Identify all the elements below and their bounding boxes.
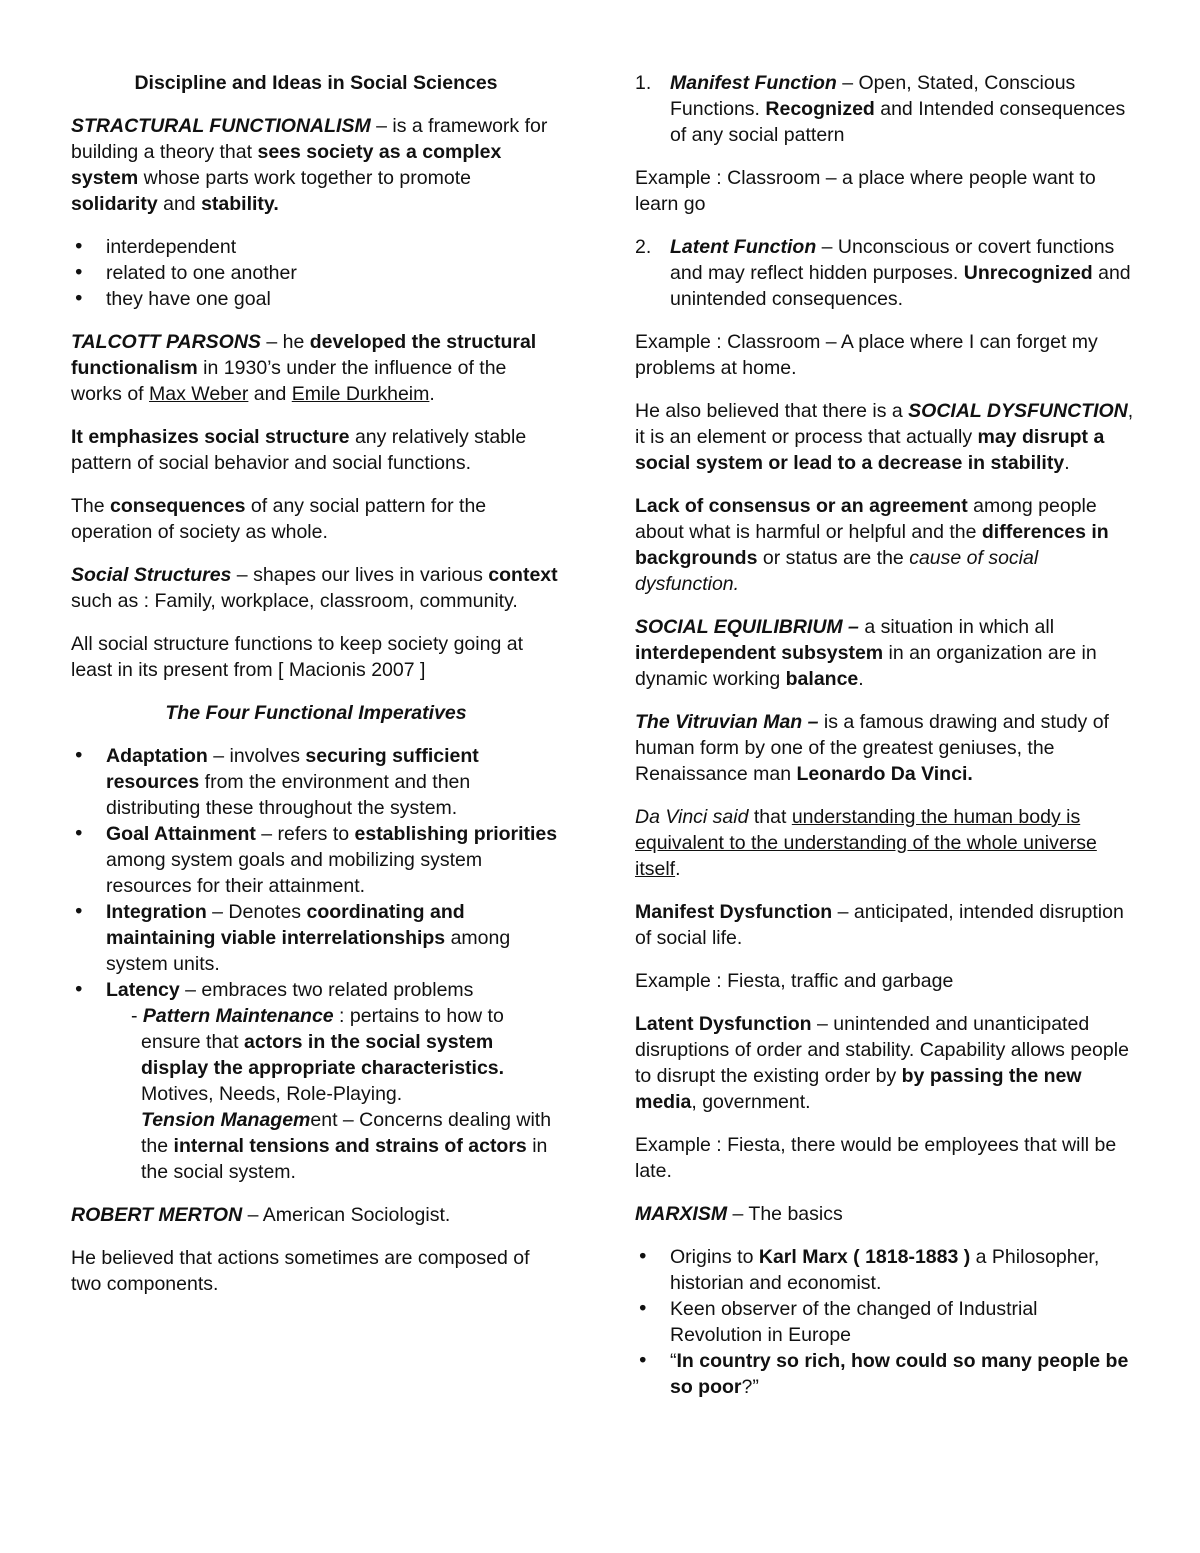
text: The xyxy=(71,495,111,517)
text: is a famous drawing and study of human form by one of the greatest geniuses, the Renaissance man xyxy=(635,711,1109,785)
macionis-paragraph: All social structure functions to keep society going at least in its present from [ Macionis 2007 ] xyxy=(71,633,523,681)
imperative-integration xyxy=(71,899,561,977)
text: – The basics xyxy=(727,1203,843,1225)
text: – Concerns dealing with the xyxy=(141,1109,552,1157)
emphasis: establishing priorities xyxy=(354,823,558,845)
text: – anticipated, intended disruption of social life. xyxy=(635,901,1124,949)
sf-bullet-list xyxy=(71,234,561,312)
emphasis: Leonardo Da Vinci. xyxy=(796,763,973,785)
list-number: 1. xyxy=(635,72,652,94)
emile-durkheim-name: Emile Durkheim xyxy=(291,383,430,405)
text: ent xyxy=(310,1109,338,1131)
text: whose parts work together to promote xyxy=(138,167,471,189)
text: – Denotes xyxy=(206,901,307,923)
text: He also believed that there is a xyxy=(635,400,909,422)
underlined-quote: understanding the human body is equivalent to the understanding of the whole universe itself xyxy=(635,806,1097,880)
tension-management-block xyxy=(106,1107,561,1185)
list-item xyxy=(635,234,1135,312)
heading-text: The Four Functional Imperatives xyxy=(165,702,467,724)
text: in 1930’s under the influence of the works of xyxy=(71,357,507,405)
text: : pertains to how to ensure that xyxy=(141,1005,504,1053)
text: of any social pattern for the operation of society as whole. xyxy=(71,495,487,543)
list-item: • related to one another xyxy=(71,260,561,286)
text: a situation in which all xyxy=(858,616,1055,638)
emphasis: Latent Dysfunction xyxy=(635,1013,812,1035)
text: and xyxy=(248,383,292,405)
text: – he xyxy=(260,331,310,353)
text: , it is an element or process that actually xyxy=(635,400,1134,448)
marxism-term: MARXISM xyxy=(635,1203,728,1225)
emphasis: Latency xyxy=(106,979,180,1001)
emphasis: internal tensions and strains of actors xyxy=(173,1135,527,1157)
pattern-maintenance-block xyxy=(106,1003,561,1107)
text: – unintended and unanticipated disruptions of order and stability. Capability allows people to disrupt the existing order by xyxy=(635,1013,1129,1087)
emphasis: differences in backgrounds xyxy=(635,521,1109,569)
lack-of-consensus-paragraph xyxy=(635,493,1135,597)
parsons-term: TALCOTT PARSONS xyxy=(71,331,261,353)
emphasis: context xyxy=(488,564,558,586)
text: – Open, Stated, Conscious Functions. xyxy=(670,72,1076,120)
text: . xyxy=(429,383,435,405)
vitruvian-man-paragraph xyxy=(635,709,1135,787)
text: or status are the xyxy=(757,547,910,569)
text: such as : Family, workplace, classroom, community. xyxy=(71,590,518,612)
text: – American Sociologist. xyxy=(242,1204,451,1226)
emphasis: balance xyxy=(785,668,859,690)
left-column xyxy=(71,70,561,1314)
emphasis: interdependent subsystem xyxy=(635,642,884,664)
emphasis: securing sufficient resources xyxy=(106,745,479,793)
text: among people about what is harmful or helpful and the xyxy=(635,495,1097,543)
text: ?” xyxy=(741,1376,759,1398)
robert-merton-paragraph xyxy=(71,1202,561,1228)
text: and xyxy=(157,193,202,215)
components-paragraph: He believed that actions sometimes are composed of two components. xyxy=(71,1247,530,1295)
text: , government. xyxy=(691,1091,811,1113)
social-equilibrium-paragraph xyxy=(635,614,1135,692)
emphasis: solidarity xyxy=(71,193,158,215)
list-item xyxy=(635,70,1135,148)
manifest-function-list xyxy=(635,70,1135,148)
max-weber-name: Max Weber xyxy=(149,383,249,405)
tension-management-term: Tension Managem xyxy=(141,1109,311,1131)
document-title: Discipline and Ideas in Social Sciences xyxy=(134,72,498,94)
consequences-paragraph xyxy=(71,493,561,545)
imperatives-list xyxy=(71,743,561,1185)
emphasis: by passing the new media xyxy=(635,1065,1082,1113)
social-structure-paragraph xyxy=(71,424,561,476)
text: Motives, Needs, Role-Playing. xyxy=(141,1083,403,1105)
structural-functionalism-paragraph xyxy=(71,113,561,217)
emphasis: Adaptation xyxy=(106,745,208,767)
emphasis: Goal Attainment xyxy=(106,823,256,845)
italic-text: cause of social dysfunction. xyxy=(635,547,1039,595)
social-structures-term: Social Structures xyxy=(71,564,232,586)
emphasis: sees society as a complex system xyxy=(71,141,502,189)
text: – embraces two related problems xyxy=(179,979,474,1001)
imperative-goal-attainment xyxy=(71,821,561,899)
manifest-dysfunction-paragraph xyxy=(635,899,1135,951)
list-item xyxy=(635,1244,1135,1296)
text: – shapes our lives in various xyxy=(231,564,489,586)
emphasis: In country so rich, how could so many people be so poor xyxy=(670,1350,1129,1398)
emphasis: coordinating and maintaining viable interrelationships xyxy=(106,901,465,949)
text: – involves xyxy=(207,745,306,767)
text: from the environment and then distributing these throughout the system. xyxy=(106,771,471,819)
social-dysfunction-term: SOCIAL DYSFUNCTION xyxy=(908,400,1128,422)
marxism-list xyxy=(635,1244,1135,1400)
social-equilibrium-term: SOCIAL EQUILIBRIUM – xyxy=(635,616,859,638)
manifest-function-term: Manifest Function xyxy=(670,72,837,94)
merton-term: ROBERT MERTON xyxy=(71,1204,243,1226)
emphasis: Karl Marx ( 1818-1883 ) xyxy=(758,1246,971,1268)
emphasis: may disrupt a social system or lead to a decrease in stability xyxy=(635,426,1105,474)
dash: - xyxy=(131,1005,143,1027)
emphasis: Lack of consensus or an agreement xyxy=(635,495,968,517)
list-item: • they have one goal xyxy=(71,286,561,312)
example-fiesta-employees: Example : Fiesta, there would be employees that will be late. xyxy=(635,1134,1117,1182)
emphasis: stability. xyxy=(201,193,279,215)
social-dysfunction-paragraph xyxy=(635,398,1135,476)
emphasis: consequences xyxy=(110,495,246,517)
text: . xyxy=(858,668,864,690)
right-column xyxy=(635,70,1135,1417)
imperative-adaptation xyxy=(71,743,561,821)
emphasis: Unrecognized xyxy=(963,262,1093,284)
imperative-latency xyxy=(71,977,561,1185)
text: Origins to xyxy=(670,1246,759,1268)
text: that xyxy=(748,806,792,828)
marxism-heading xyxy=(635,1201,1135,1227)
example-latent: Example : Classroom – A place where I can forget my problems at home. xyxy=(635,331,1098,379)
talcott-parsons-paragraph xyxy=(71,329,561,407)
list-number: 2. xyxy=(635,236,652,258)
emphasis: Manifest Dysfunction xyxy=(635,901,833,923)
text: a Philosopher, historian and economist. xyxy=(670,1246,1100,1294)
text: “ xyxy=(670,1350,677,1372)
text: and Intended consequences of any social pattern xyxy=(670,98,1126,146)
latent-function-term: Latent Function xyxy=(670,236,817,258)
text: in the social system. xyxy=(141,1135,548,1183)
text: in an organization are in dynamic working xyxy=(635,642,1097,690)
text: among system units. xyxy=(106,927,511,975)
list-item: • interdependent xyxy=(71,234,561,260)
text: – refers to xyxy=(255,823,355,845)
da-vinci-quote-paragraph xyxy=(635,804,1135,882)
text: – is a framework for building a theory that xyxy=(71,115,548,163)
sf-term: STRACTURAL FUNCTIONALISM xyxy=(71,115,371,137)
social-structures-paragraph xyxy=(71,562,561,614)
list-item: • Keen observer of the changed of Industrial Revolution in Europe xyxy=(635,1296,1135,1348)
latent-dysfunction-paragraph xyxy=(635,1011,1135,1115)
emphasis: developed the structural functionalism xyxy=(71,331,537,379)
pattern-maintenance-term: Pattern Maintenance xyxy=(142,1005,334,1027)
text: . xyxy=(675,858,681,880)
emphasis: It emphasizes social structure xyxy=(71,426,350,448)
example-fiesta-traffic: Example : Fiesta, traffic and garbage xyxy=(635,970,954,992)
text: – Unconscious or covert functions and may reflect hidden purposes. xyxy=(670,236,1115,284)
list-item xyxy=(635,1348,1135,1400)
four-imperatives-heading xyxy=(71,700,561,726)
emphasis: Recognized xyxy=(765,98,875,120)
latent-function-list xyxy=(635,234,1135,312)
emphasis: Integration xyxy=(106,901,207,923)
example-manifest: Example : Classroom – a place where people want to learn go xyxy=(635,167,1096,215)
emphasis: actors in the social system display the appropriate characteristics. xyxy=(141,1031,505,1079)
text: . xyxy=(1064,452,1070,474)
text: among system goals and mobilizing system resources for their attainment. xyxy=(106,849,483,897)
text: and unintended consequences. xyxy=(670,262,1131,310)
vitruvian-man-term: The Vitruvian Man – xyxy=(635,711,819,733)
text: any relatively stable pattern of social behavior and social functions. xyxy=(71,426,527,474)
italic-text: Da Vinci said xyxy=(635,806,749,828)
